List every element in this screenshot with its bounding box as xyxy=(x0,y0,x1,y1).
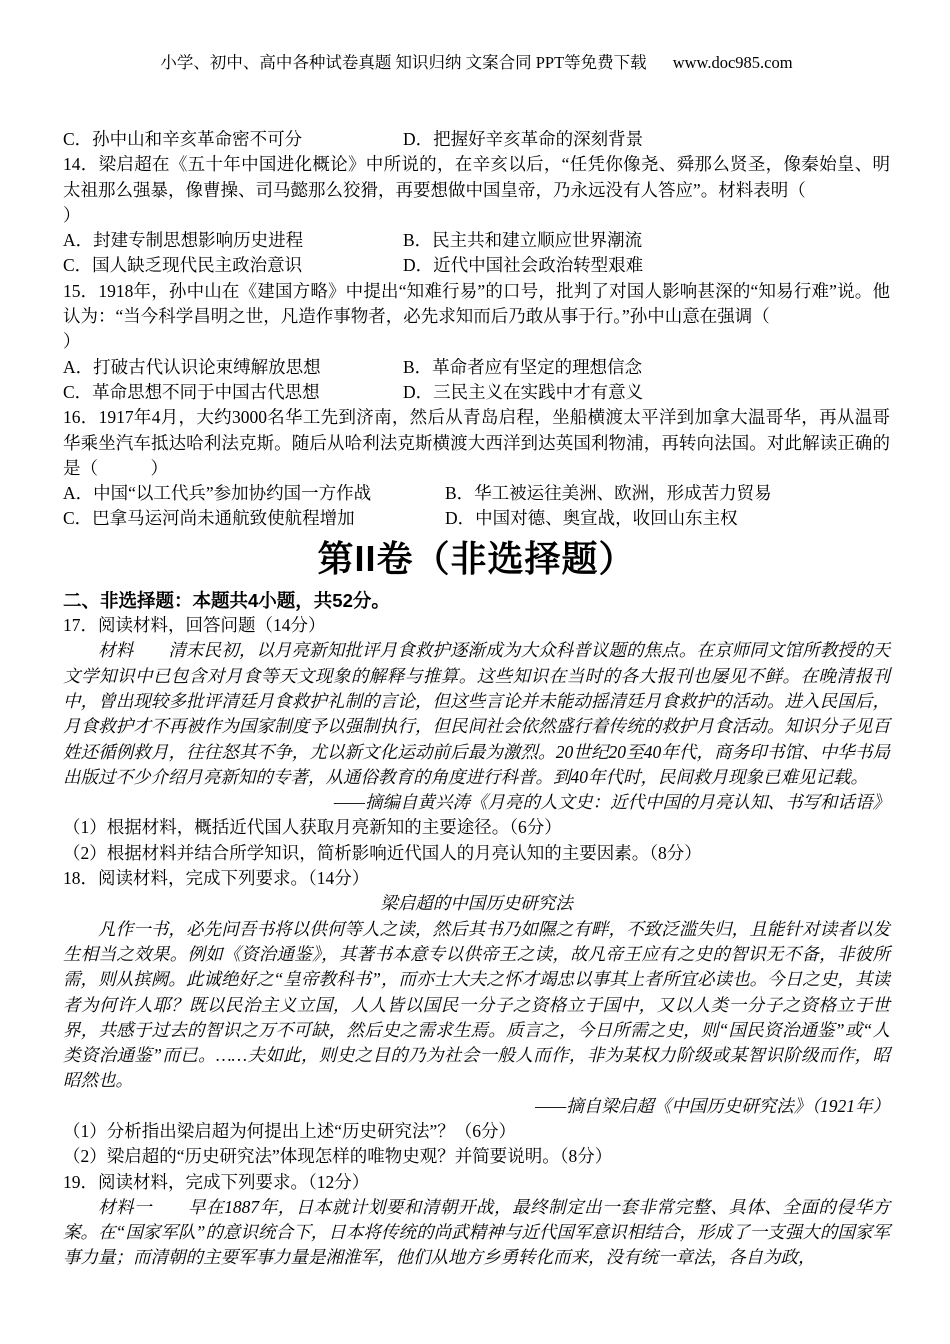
section2-intro: 二、非选择题：本题共4小题，共52分。 xyxy=(63,589,390,611)
option-c: C．革命思想不同于中国古代思想 xyxy=(63,381,320,402)
q15-options-ab xyxy=(63,355,890,380)
q16-options-ab xyxy=(63,481,890,506)
option-c: C．巴拿马运河尚未通航致使航程增加 xyxy=(63,508,355,529)
q17-sub2: （2）根据材料并结合所学知识，简析影响近代国人的月亮认知的主要因素。（8分） xyxy=(63,842,702,863)
q14-paren-close: ） xyxy=(63,204,81,225)
option-d: D．中国对德、奥宣战，收回山东主权 xyxy=(445,508,738,529)
q15-paren-close: ） xyxy=(63,331,81,352)
option-a: A．封建专制思想影响历史进程 xyxy=(63,230,304,251)
q18-sub2: （2）梁启超的“历史研究法”体现怎样的唯物史观？并简要说明。（8分） xyxy=(63,1146,613,1167)
q19-material: 材料一 早在1887年，日本就计划要和清朝开战，最终制定出一套非常完整、具体、全面的侵华方案。在“国家军队”的意识统合下，日本将传统的尚武精神与近代国军意识相结合，形成了一支强大的国家军事力量；而清朝的主要军事力量是湘淮军，他们从地方乡勇转化而来，没有统一章法，各自为政， xyxy=(63,1196,890,1268)
watermark-text: 小学、初中、高中各种试卷真题 知识归纳 文案合同 PPT等免费下载 xyxy=(160,53,647,72)
q16-stem: 16．1917年4月，大约3000名华工先到济南，然后从青岛启程，坐船横渡太平洋到加拿大温哥华，再从温哥华乘坐汽车抵达哈利法克斯。随后从哈利法克斯横渡大西洋到达英国利物浦，再转向法国。对此解读正确的是（ ） xyxy=(63,407,890,478)
option-c: C．孙中山和辛亥革命密不可分 xyxy=(63,129,303,149)
q16-options-cd xyxy=(63,506,890,531)
q13-options-cd xyxy=(63,127,890,152)
option-b: B．革命者应有坚定的理想信念 xyxy=(403,356,643,377)
q15-options-cd xyxy=(63,380,890,405)
q17-sub1: （1）根据材料，概括近代国人获取月亮新知的主要途径。（6分） xyxy=(63,817,562,838)
q15-stem: 15．1918年，孙中山在《建国方略》中提出“知难行易”的口号，批判了对国人影响甚深的“知易行难”说。他认为：“当今科学昌明之世，凡造作事物者，必先求知而后乃敢从事于行。”孙中山意在强调（ xyxy=(63,280,890,327)
header-watermark xyxy=(63,52,890,73)
q17-material: 材料 清末民初，以月亮新知批评月食救护逐渐成为大众科普议题的焦点。在京师同文馆所教授的天文学知识中已包含对月食等天文现象的解释与推算。这些知识在当时的各大报刊也屡见不鲜。在晚清报刊中，曾出现较多批评清廷月食救护礼制的言论，但这些言论并未能动摇清廷月食救护的活动。进入民国后，月食救护才不再被作为国家制度予以强制执行，但民间社会依然盛行着传统的救护月食活动。知识分子见百姓还循例救月，往往怒其不争，尤以新文化运动前后最为激烈。20世纪20至40年代，商务印书馆、中华书局出版过不少介绍月亮新知的专著，从通俗教育的角度进行科普。到40年代时，民间救月现象已难见记载。 xyxy=(63,640,890,787)
option-b: B．华工被运往美洲、欧洲，形成苦力贸易 xyxy=(445,483,772,504)
option-a: A．打破古代认识论束缚解放思想 xyxy=(63,356,321,377)
q14-options-cd xyxy=(63,253,890,278)
q18-sub1: （1）分析指出梁启超为何提出上述“历史研究法”？（6分） xyxy=(63,1120,517,1141)
q18-lead: 18．阅读材料，完成下列要求。（14分） xyxy=(63,868,370,889)
q18-material-title: 梁启超的中国历史研究法 xyxy=(380,893,573,914)
q17-source: ——摘编自黄兴涛《月亮的人文史：近代中国的月亮认知、书写和话语》 xyxy=(333,792,890,813)
option-a: A．中国“以工代兵”参加协约国一方作战 xyxy=(63,483,372,504)
q18-material: 凡作一书，必先问吾书将以供何等人之读，然后其书乃如隰之有畔，不致泛滥失归，且能针对读者以发生相当之效果。例如《资治通鉴》，其著书本意专以供帝王之读，故凡帝王应有之史的智识无不备，非彼所需，则从摈阙。此诚绝好之“皇帝教科书”，而亦士大夫之怀才竭忠以事其上者所宜必读也。今日之史，其读者为何许人耶？既以民治主义立国，人人皆以国民一分子之资格立于国中，又以人类一分子之资格立于世界，共感于过去的智识之万不可缺，然后史之需求生焉。质言之，今日所需之史，则“国民资治通鉴”或“人类资治通鉴”而已。……夫如此，则史之目的乃为社会一般人而作，非为某权力阶级或某智识阶级而作，昭昭然也。 xyxy=(63,918,890,1091)
watermark-site-url: www.doc985.com xyxy=(672,53,793,72)
q19-lead: 19．阅读材料，完成下列要求。（12分） xyxy=(63,1171,370,1192)
option-d: D．把握好辛亥革命的深刻背景 xyxy=(403,129,644,149)
q18-source: ——摘自梁启超《中国历史研究法》（1921年） xyxy=(535,1095,890,1116)
q14-stem: 14．梁启超在《五十年中国进化概论》中所说的，在辛亥以后，“任凭你像尧、舜那么贤圣，像秦始皇、明太祖那么强暴，像曹操、司马懿那么狡猾，再要想做中国皇帝，乃永远没有人答应”。材料表明（ xyxy=(63,154,890,200)
q17-lead: 17．阅读材料，回答问题（14分） xyxy=(63,615,326,636)
section2-title: 第II卷（非选择题） xyxy=(317,537,636,579)
option-d: D．三民主义在实践中才有意义 xyxy=(403,381,644,402)
option-d: D．近代中国社会政治转型艰难 xyxy=(403,255,644,276)
q14-options-ab xyxy=(63,228,890,253)
option-b: B．民主共和建立顺应世界潮流 xyxy=(403,230,643,251)
option-c: C．国人缺乏现代民主政治意识 xyxy=(63,255,303,276)
